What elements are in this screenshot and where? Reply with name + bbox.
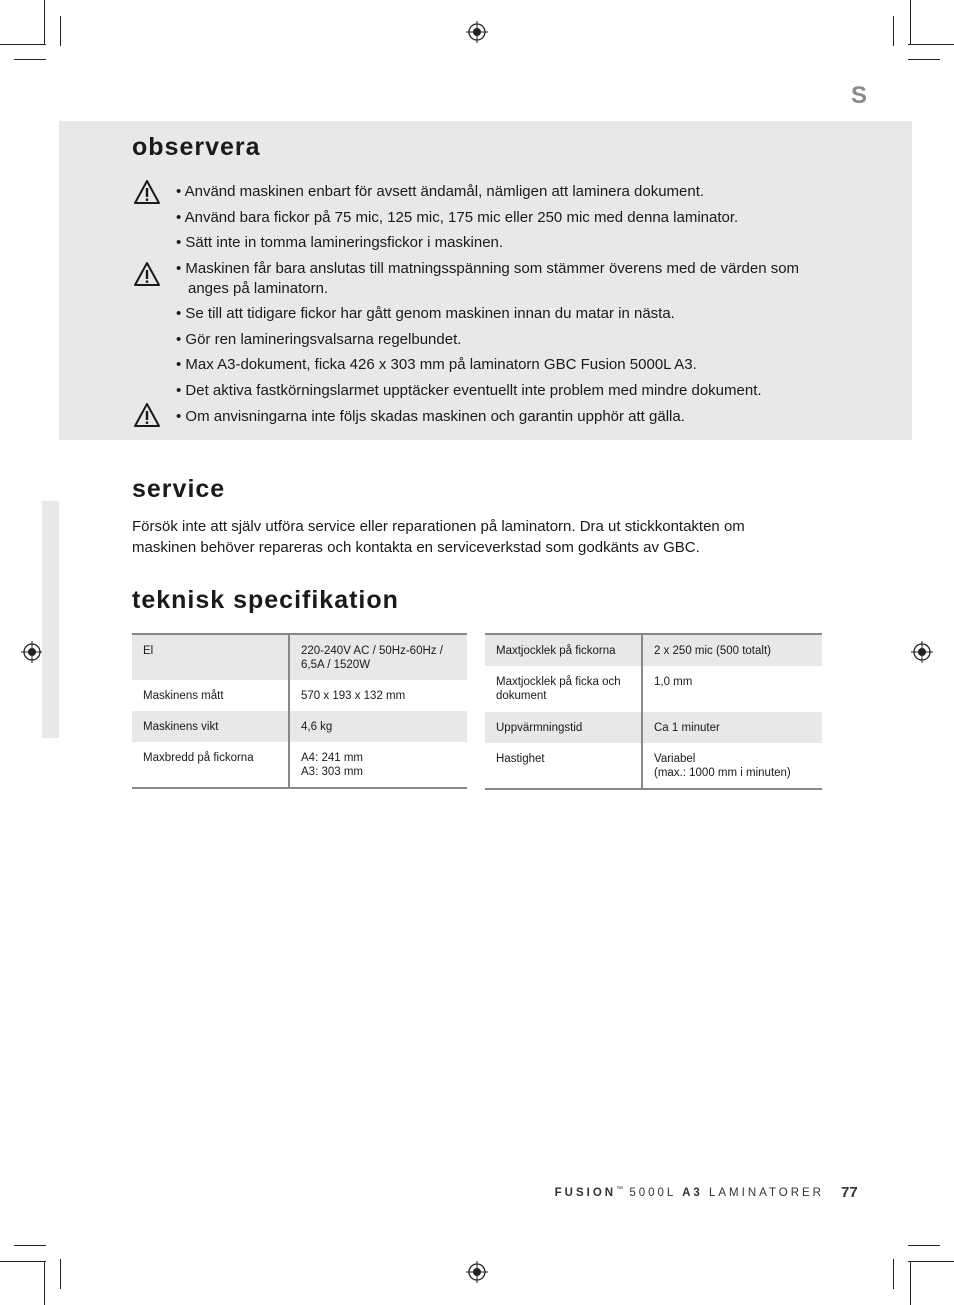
observera-item: • Max A3-dokument, ficka 426 x 303 mm på laminatorn GBC Fusion 5000L A3. (176, 356, 697, 373)
spec-key: Maskinens mått (132, 680, 289, 711)
table-row (132, 680, 467, 711)
spec-title: teknisk specifikation (132, 586, 399, 614)
table-row (485, 712, 822, 743)
observera-item: • Det aktiva fastkörningslarmet upptäcker eventuellt inte problem med mindre dokument. (176, 382, 762, 399)
observera-item: • Maskinen får bara anslutas till matningsspänning som stämmer överens med de värden som anges på laminatorn. (176, 260, 800, 297)
crop-mark (908, 1245, 940, 1246)
side-bar (42, 501, 59, 738)
running-footer (555, 1186, 824, 1199)
crop-mark (0, 1261, 46, 1262)
service-text: Försök inte att själv utföra service eller reparationen på laminatorn. Dra ut stickkontakten om maskinen behöver repareras och kontakta en serviceverkstad som godkänts av GBC. (132, 518, 745, 556)
observera-item: • Gör ren lamineringsvalsarna regelbundet. (176, 331, 462, 348)
spec-value: 1,0 mm (654, 676, 693, 688)
spec-key: Maxbredd på fickorna (132, 742, 289, 788)
footer-model: 5000L (629, 1186, 676, 1199)
spec-value: Variabel (max.: 1000 mm i minuten) (654, 753, 791, 779)
crop-mark (910, 0, 911, 44)
table-row (132, 634, 467, 680)
spec-key: Maxtjocklek på ficka och dokument (485, 666, 642, 712)
crop-mark (60, 1259, 61, 1289)
footer-size: A3 (682, 1186, 703, 1199)
registration-mark-icon (21, 641, 43, 663)
spec-value: Ca 1 minuter (642, 712, 822, 743)
language-tab: S (851, 82, 868, 109)
table-row (485, 634, 822, 666)
table-row (485, 743, 822, 789)
observera-item: • Se till att tidigare fickor har gått genom maskinen innan du matar in nästa. (176, 305, 675, 322)
observera-item: • Använd bara fickor på 75 mic, 125 mic, 175 mic eller 250 mic med denna laminator. (176, 209, 739, 226)
registration-mark-icon (466, 21, 488, 43)
spec-value: 220-240V AC / 50Hz-60Hz / 6,5A / 1520W (289, 634, 467, 680)
registration-mark-icon (466, 1261, 488, 1283)
spec-key: Maskinens vikt (132, 711, 289, 742)
warning-icon (133, 261, 161, 287)
crop-mark (908, 1261, 954, 1262)
crop-mark (908, 44, 954, 45)
crop-mark (44, 0, 45, 44)
spec-key: Maxtjocklek på fickorna (485, 634, 642, 666)
crop-mark (14, 1245, 46, 1246)
footer-tm: ™ (616, 1186, 624, 1193)
footer-brand: FUSION (554, 1186, 617, 1199)
crop-mark (60, 16, 61, 46)
page-number: 77 (841, 1184, 858, 1201)
spec-table-right (485, 633, 822, 790)
crop-mark (44, 1261, 45, 1305)
crop-mark (910, 1261, 911, 1305)
footer-product: LAMINATORER (708, 1186, 824, 1199)
crop-mark (0, 44, 46, 45)
spec-value: 570 x 193 x 132 mm (301, 690, 406, 702)
warning-icon (133, 179, 161, 205)
spec-key: El (132, 634, 289, 680)
crop-mark (14, 59, 46, 60)
spec-key: Hastighet (485, 743, 642, 789)
registration-mark-icon (911, 641, 933, 663)
observera-title: observera (132, 133, 261, 161)
crop-mark (893, 1259, 894, 1289)
spec-table-left (132, 633, 467, 789)
warning-icon (133, 402, 161, 428)
observera-item: • Sätt inte in tomma lamineringsfickor i maskinen. (176, 234, 504, 251)
observera-item: • Använd maskinen enbart för avsett ändamål, nämligen att laminera dokument. (176, 183, 705, 200)
spec-value: 2 x 250 mic (500 totalt) (642, 634, 822, 666)
service-title: service (132, 475, 226, 503)
observera-item: • Om anvisningarna inte följs skadas maskinen och garantin upphör att gälla. (176, 408, 685, 425)
table-row (485, 666, 822, 712)
spec-value: A4: 241 mm A3: 303 mm (301, 752, 363, 778)
crop-mark (908, 59, 940, 60)
spec-key: Uppvärmningstid (485, 712, 642, 743)
spec-value: 4,6 kg (289, 711, 467, 742)
table-row (132, 711, 467, 742)
table-row (132, 742, 467, 788)
crop-mark (893, 16, 894, 46)
